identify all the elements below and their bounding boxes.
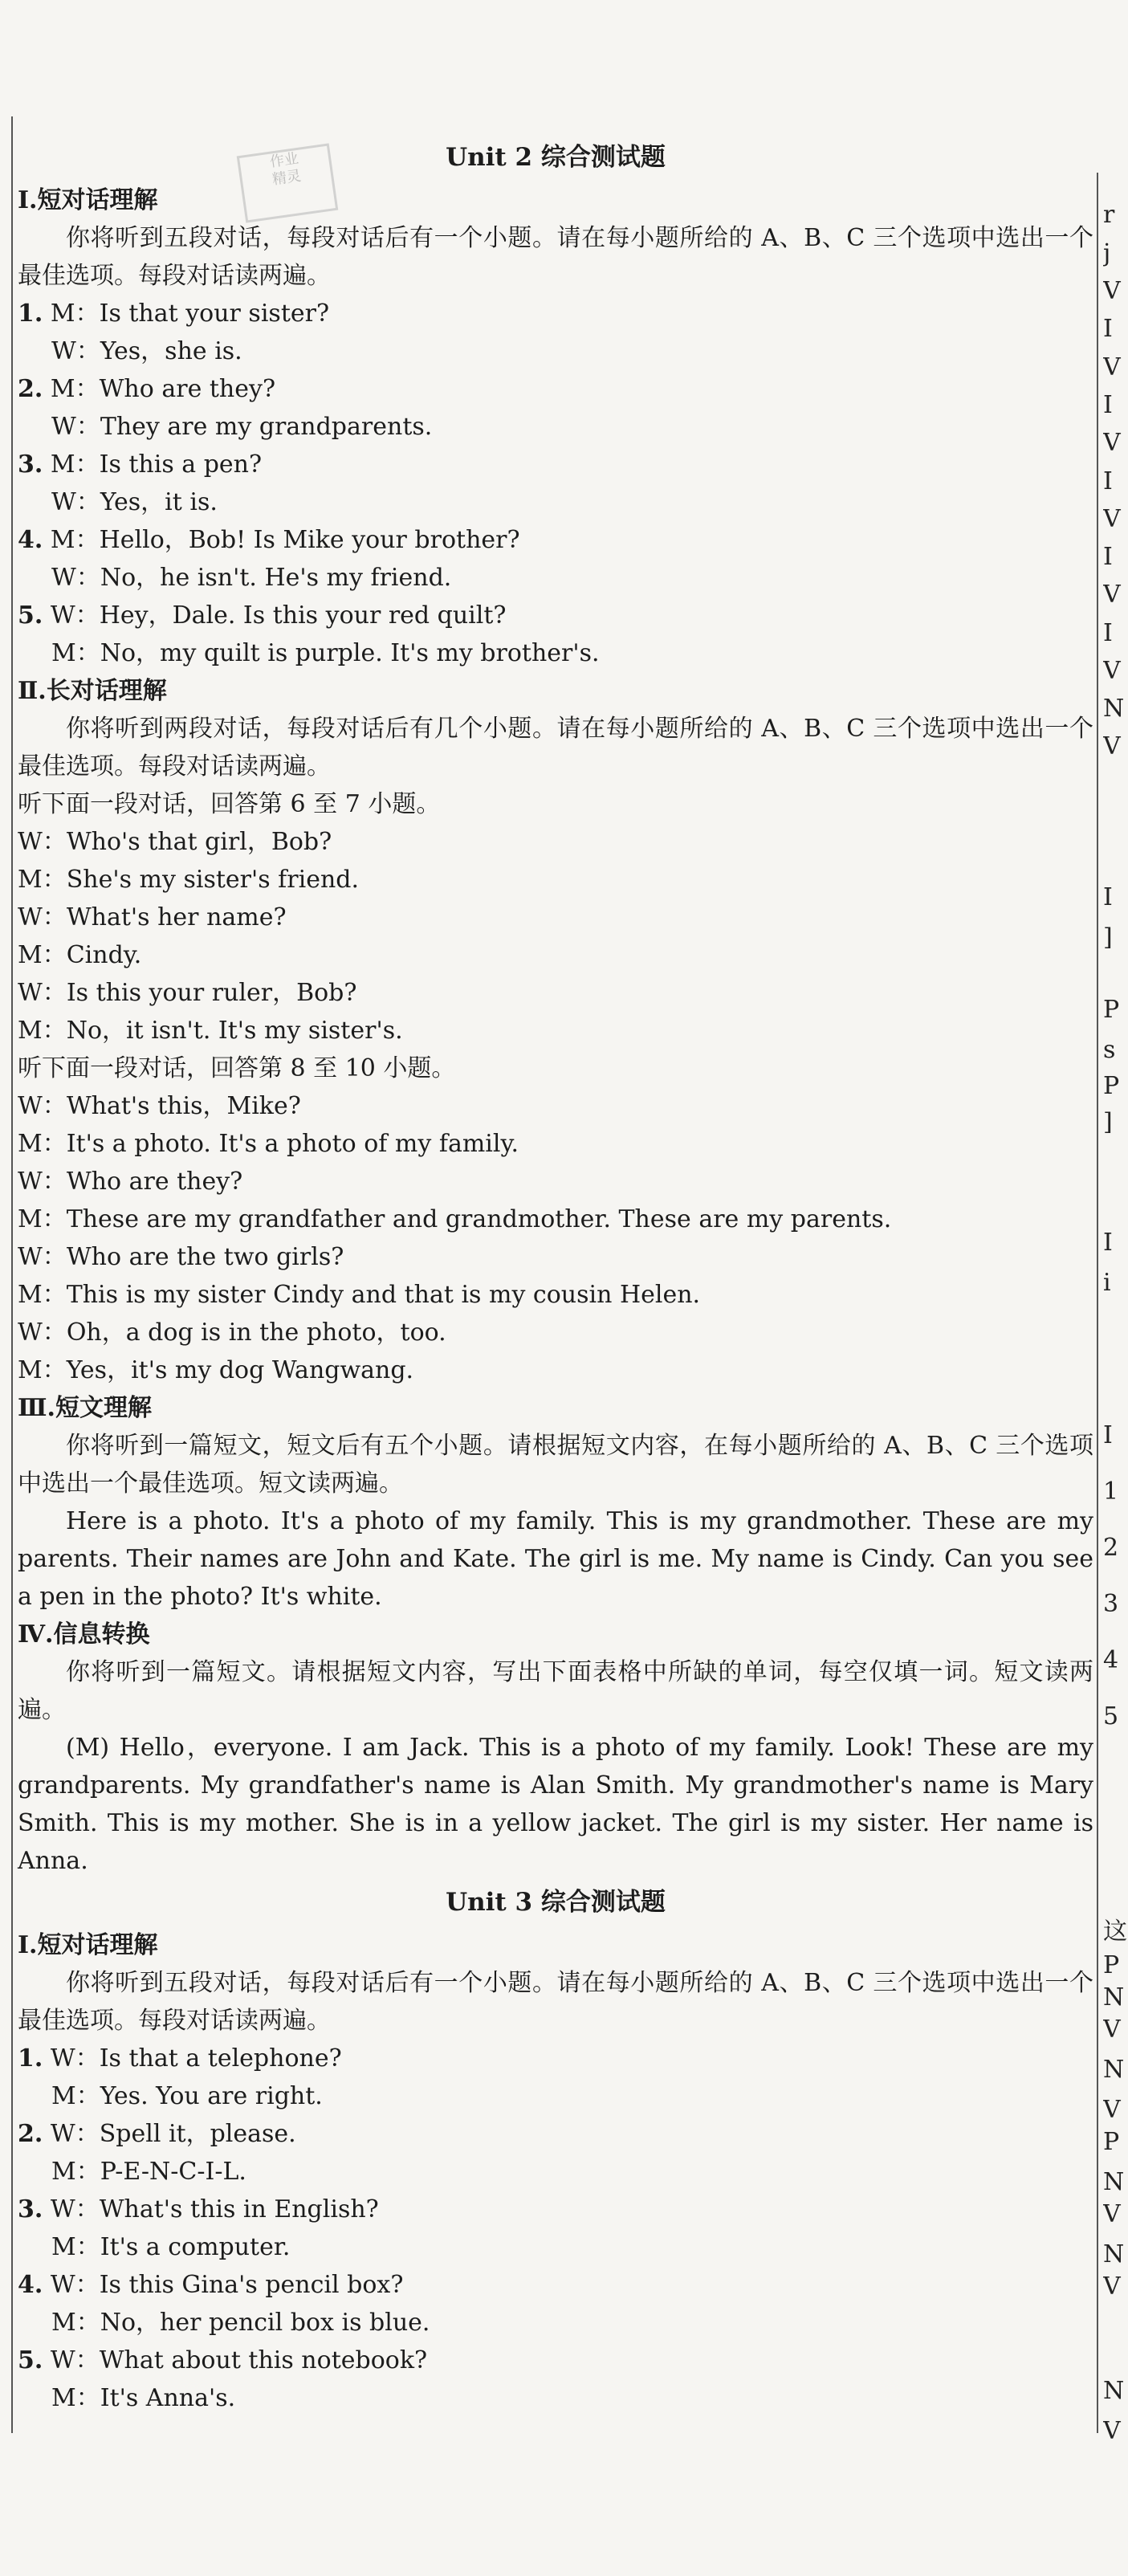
- reply-line: W：They are my grandparents.: [51, 413, 433, 441]
- clipped-glyph: V: [1103, 277, 1121, 305]
- adjacent-page-edge: [1103, 0, 1128, 2576]
- clipped-glyph: V: [1103, 429, 1121, 457]
- question-line: [18, 2040, 1093, 2077]
- reply-line: M：It's Anna's.: [51, 2384, 236, 2412]
- clipped-glyph: s: [1103, 1036, 1116, 1064]
- dialogue-line: W：Oh，a dog is in the photo，too.: [18, 1319, 446, 1347]
- dialogue-line: 听下面一段对话，回答第 6 至 7 小题。: [18, 790, 441, 818]
- question-line: [18, 295, 1093, 332]
- unit2-section2-heading: Ⅱ.长对话理解: [18, 677, 167, 705]
- clipped-glyph: I: [1103, 391, 1113, 419]
- unit3-section1-heading: Ⅰ.短对话理解: [18, 1931, 158, 1959]
- question-number: 2.: [18, 2120, 43, 2148]
- unit2-section1-heading: Ⅰ.短对话理解: [18, 186, 158, 214]
- dialogue-line: W：Is this your ruler，Bob?: [18, 979, 357, 1007]
- dialogue-line: M：Yes，it's my dog Wangwang.: [18, 1356, 414, 1384]
- clipped-glyph: V: [1103, 732, 1121, 760]
- clipped-glyph: N: [1103, 2168, 1125, 2196]
- question-line: [18, 446, 1093, 483]
- clipped-glyph: N: [1103, 2240, 1125, 2268]
- clipped-glyph: i: [1103, 1269, 1111, 1297]
- dialogue-line: 听下面一段对话，回答第 8 至 10 小题。: [18, 1054, 456, 1082]
- clipped-glyph: 1: [1103, 1478, 1119, 1506]
- page-content: [18, 135, 1093, 2417]
- dialogue-line: M：This is my sister Cindy and that is my cousin Helen.: [18, 1281, 701, 1309]
- reply-line: W：Yes，she is.: [51, 337, 242, 365]
- instructions: 你将听到两段对话，每段对话后有几个小题。请在每小题所给的 A、B、C 三个选项中选出一个最佳选项。每段对话读两遍。: [18, 715, 1093, 781]
- dialogue-line: M：She's my sister's friend.: [18, 866, 360, 894]
- unit2-title: Unit 2 综合测试题: [446, 143, 666, 172]
- instructions: 你将听到五段对话，每段对话后有一个小题。请在每小题所给的 A、B、C 三个选项中选出一个最佳选项。每段对话读两遍。: [18, 224, 1093, 290]
- clipped-glyph: V: [1103, 353, 1121, 381]
- clipped-glyph: N: [1103, 2056, 1125, 2084]
- clipped-glyph: P: [1103, 1072, 1120, 1100]
- unit3-title: Unit 3 综合测试题: [446, 1888, 666, 1917]
- clipped-glyph: r: [1103, 201, 1115, 229]
- dialogue-lines: [18, 785, 1093, 1389]
- speaker-line: W：What's this in English?: [50, 2195, 379, 2223]
- question-line: [18, 597, 1093, 634]
- clipped-glyph: P: [1103, 996, 1120, 1024]
- clipped-glyph: I: [1103, 619, 1113, 647]
- clipped-glyph: N: [1103, 1983, 1125, 2011]
- question-line: [18, 2342, 1093, 2379]
- dialogue-line: M：These are my grandfather and grandmother. These are my parents.: [18, 1205, 892, 1233]
- question-line: [18, 2115, 1093, 2153]
- question-line: [18, 2191, 1093, 2228]
- dialogue-line: M：It's a photo. It's a photo of my family.: [18, 1130, 519, 1158]
- reply-line: M：P-E-N-C-I-L.: [51, 2158, 246, 2186]
- speaker-line: W：What about this notebook?: [50, 2346, 428, 2374]
- clipped-glyph: I: [1103, 315, 1113, 343]
- stamp-text: 精灵: [271, 167, 303, 189]
- speaker-line: W：Hey，Dale. Is this your red quilt?: [50, 601, 507, 630]
- clipped-glyph: V: [1103, 2200, 1121, 2228]
- reply-line: M：Yes. You are right.: [51, 2082, 323, 2110]
- clipped-glyph: j: [1103, 239, 1111, 267]
- reply-line: W：No，he isn't. He's my friend.: [51, 564, 452, 592]
- clipped-glyph: 3: [1103, 1590, 1119, 1618]
- clipped-glyph: V: [1103, 2096, 1121, 2124]
- question-list: [18, 295, 1093, 672]
- question-list: [18, 2040, 1093, 2417]
- clipped-glyph: 4: [1103, 1646, 1119, 1674]
- clipped-glyph: V: [1103, 2272, 1121, 2301]
- question-line: [18, 370, 1093, 408]
- instructions: 你将听到一篇短文，短文后有五个小题。请根据短文内容，在每小题所给的 A、B、C 三个选项中选出一个最佳选项。短文读两遍。: [18, 1432, 1093, 1498]
- reply-line: M：It's a computer.: [51, 2233, 291, 2261]
- question-number: 3.: [18, 450, 43, 479]
- unit2-section3-heading: Ⅲ.短文理解: [18, 1394, 152, 1422]
- dialogue-line: W：What's her name?: [18, 903, 287, 931]
- speaker-line: M：Is that your sister?: [50, 300, 330, 328]
- question-number: 5.: [18, 2346, 43, 2374]
- question-line: [18, 521, 1093, 559]
- dialogue-line: W：Who's that girl，Bob?: [18, 828, 332, 856]
- clipped-glyph: P: [1103, 2128, 1120, 2156]
- clipped-glyph: 2: [1103, 1534, 1119, 1562]
- dialogue-line: M：Cindy.: [18, 941, 142, 969]
- speaker-line: W：Is this Gina's pencil box?: [50, 2271, 404, 2299]
- speaker-line: M：Is this a pen?: [50, 450, 263, 479]
- clipped-glyph: V: [1103, 2016, 1121, 2044]
- speaker-line: W：Is that a telephone?: [50, 2044, 342, 2073]
- dialogue-line: M：No，it isn't. It's my sister's.: [18, 1017, 403, 1045]
- clipped-glyph: I: [1103, 543, 1113, 571]
- clipped-glyph: N: [1103, 2377, 1125, 2405]
- binding-rule-right: [1097, 173, 1098, 2433]
- clipped-glyph: 这: [1103, 1918, 1127, 1946]
- speaker-line: W：Spell it，please.: [50, 2120, 296, 2148]
- clipped-glyph: V: [1103, 581, 1121, 609]
- instructions: 你将听到一篇短文。请根据短文内容，写出下面表格中所缺的单词，每空仅填一词。短文读两遍。: [18, 1658, 1093, 1724]
- clipped-glyph: P: [1103, 1951, 1120, 1979]
- clipped-glyph: V: [1103, 505, 1121, 533]
- question-number: 4.: [18, 526, 43, 554]
- question-number: 1.: [18, 2044, 43, 2073]
- reply-line: M：No，her pencil box is blue.: [51, 2309, 430, 2337]
- passage-text: (M) Hello，everyone. I am Jack. This is a photo of my family. Look! These are my grandparents. My grandfather's name is Alan Smith. My grandmother's name is Mary Smith. This is my mother. She is in a yellow jacket. The girl is my sister. Her name is Anna.: [18, 1734, 1093, 1875]
- clipped-glyph: V: [1103, 657, 1121, 685]
- passage-text: Here is a photo. It's a photo of my family. This is my grandmother. These are my parents. Their names are John and Kate. The girl is me. My name is Cindy. Can you see a pen in the photo? It's white.: [18, 1507, 1093, 1611]
- clipped-glyph: 5: [1103, 1702, 1119, 1730]
- speaker-line: M：Who are they?: [50, 375, 276, 403]
- clipped-glyph: N: [1103, 695, 1125, 723]
- dialogue-line: W：Who are the two girls?: [18, 1243, 344, 1271]
- stamp-text: 作业: [268, 149, 300, 171]
- clipped-glyph: ]: [1103, 1108, 1113, 1136]
- clipped-glyph: I: [1103, 883, 1113, 911]
- instructions: 你将听到五段对话，每段对话后有一个小题。请在每小题所给的 A、B、C 三个选项中选出一个最佳选项。每段对话读两遍。: [18, 1969, 1093, 2035]
- binding-rule-left: [11, 116, 13, 2433]
- clipped-glyph: I: [1103, 1421, 1113, 1449]
- question-line: [18, 2266, 1093, 2304]
- clipped-glyph: I: [1103, 1229, 1113, 1257]
- reply-line: M：No，my quilt is purple. It's my brother's.: [51, 639, 600, 667]
- clipped-glyph: ]: [1103, 923, 1113, 952]
- question-number: 4.: [18, 2271, 43, 2299]
- question-number: 1.: [18, 300, 43, 328]
- clipped-glyph: I: [1103, 467, 1113, 495]
- speaker-line: M：Hello，Bob! Is Mike your brother?: [50, 526, 520, 554]
- dialogue-line: W：What's this，Mike?: [18, 1092, 301, 1120]
- question-number: 3.: [18, 2195, 43, 2223]
- unit2-section4-heading: Ⅳ.信息转换: [18, 1620, 150, 1649]
- question-number: 5.: [18, 601, 43, 630]
- reply-line: W：Yes，it is.: [51, 488, 218, 516]
- question-number: 2.: [18, 375, 43, 403]
- clipped-glyph: V: [1103, 2417, 1121, 2445]
- dialogue-line: W：Who are they?: [18, 1168, 243, 1196]
